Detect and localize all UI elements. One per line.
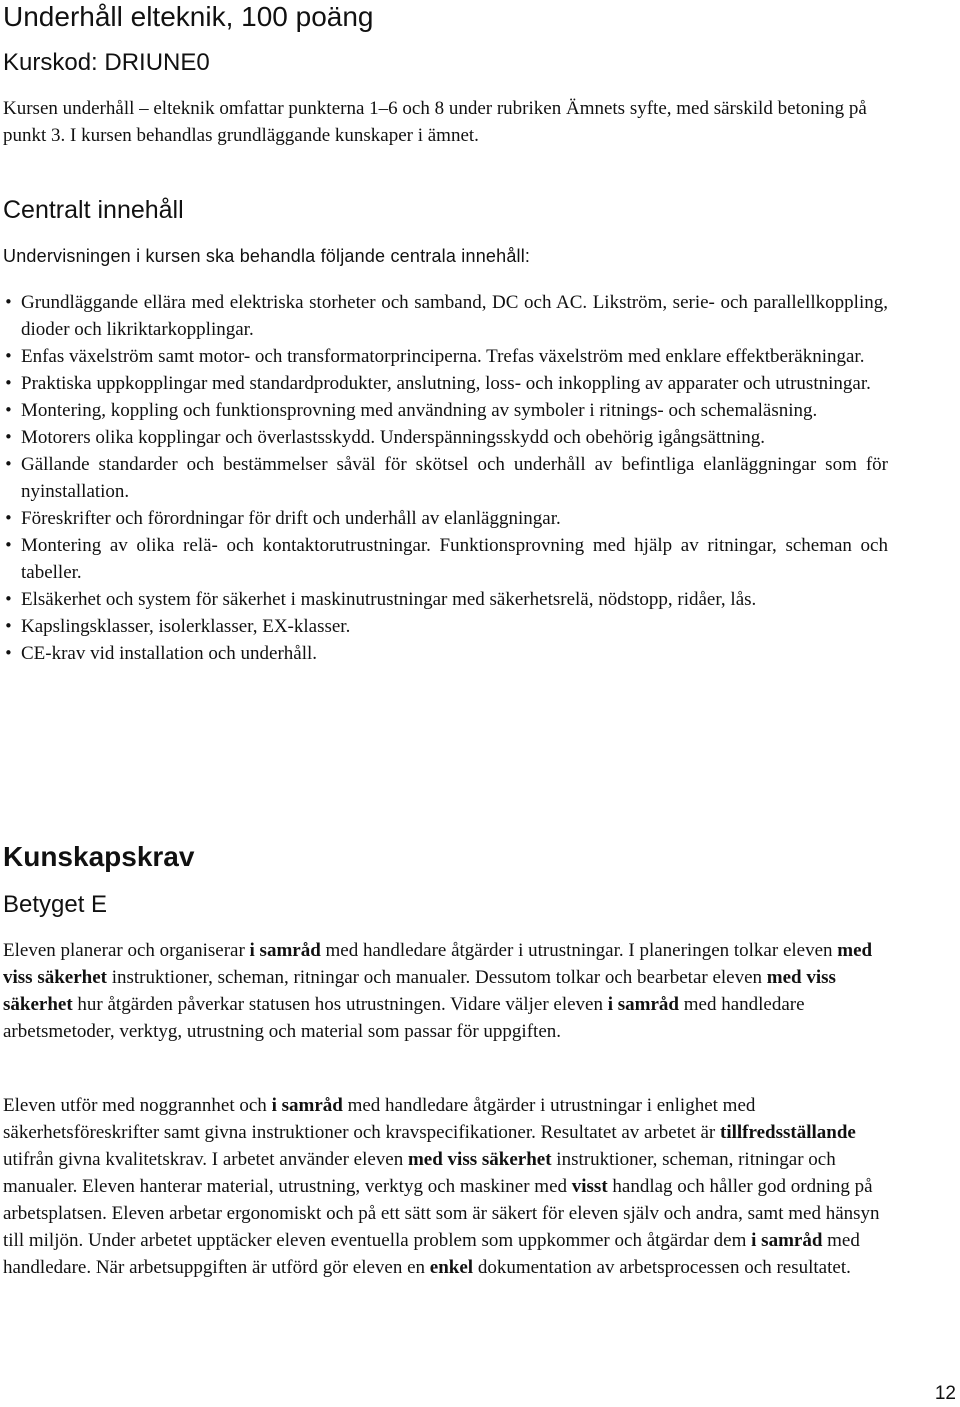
content-heading: Centralt innehåll xyxy=(3,196,184,224)
bullet-icon: • xyxy=(4,536,13,554)
bullet-icon: • xyxy=(4,590,13,608)
text-run: Eleven planerar och organiserar xyxy=(3,940,250,961)
course-code: Kurskod: DRIUNE0 xyxy=(3,49,210,76)
list-item: • Enfas växelström samt motor- och transformatorprinciperna. Trefas växelström med enklare effektberäkningar. xyxy=(3,343,888,370)
content-lead: Undervisningen i kursen ska behandla följande centrala innehåll: xyxy=(3,246,531,266)
bullet-icon: • xyxy=(4,374,13,392)
emphasis-text: med viss säkerhet xyxy=(3,940,873,988)
text-run: utifrån givna kvalitetskrav. I arbetet använder eleven xyxy=(3,1149,408,1170)
list-item: • Montering av olika relä- och kontaktorutrustningar. Funktionsprovning med hjälp av ritningar, scheman och tabeller. xyxy=(3,532,888,586)
requirements-heading: Kunskapskrav xyxy=(3,841,195,872)
list-item: • Elsäkerhet och system för säkerhet i maskinutrustningar med säkerhetsrelä, nödstopp, ridåer, lås. xyxy=(3,586,888,613)
bullet-icon: • xyxy=(4,455,13,473)
requirements-paragraph-2 xyxy=(3,1092,888,1281)
bullet-icon: • xyxy=(4,347,13,365)
page-title: Underhåll elteknik, 100 poäng xyxy=(3,1,374,32)
emphasis-text: tillfredsställande xyxy=(720,1122,856,1143)
bullet-icon: • xyxy=(4,293,13,311)
text-run: med handledare. När arbetsuppgiften är utförd gör eleven en xyxy=(3,1230,860,1278)
text-run: instruktioner, scheman, ritningar och manualer. Eleven hanterar material, utrustning, verktyg och maskiner med xyxy=(3,1149,836,1197)
text-run: dokumentation av arbetsprocessen och resultatet. xyxy=(473,1257,851,1278)
page-number: 12 xyxy=(934,1383,956,1404)
list-item: • Gällande standarder och bestämmelser såväl för skötsel och underhåll av befintliga elanläggningar som för nyinstallation. xyxy=(3,451,888,505)
list-item: • Motorers olika kopplingar och överlastsskydd. Underspänningsskydd och obehörig igångsättning. xyxy=(3,424,888,451)
list-item: • Grundläggande ellära med elektriska storheter och samband, DC och AC. Likström, serie- och parallellkoppling, dioder och likriktarkopplingar. xyxy=(3,289,888,343)
emphasis-text: visst xyxy=(571,1176,608,1197)
bullet-icon: • xyxy=(4,428,13,446)
content-list xyxy=(3,289,888,667)
grade-heading: Betyget E xyxy=(3,891,108,918)
bullet-icon: • xyxy=(4,509,13,527)
emphasis-text: med viss säkerhet xyxy=(3,967,836,1015)
list-item: • Föreskrifter och förordningar för drift och underhåll av elanläggningar. xyxy=(3,505,888,532)
text-run: med handledare arbetsmetoder, verktyg, utrustning och material som passar för uppgiften. xyxy=(3,994,805,1042)
text-run: med handledare åtgärder i utrustningar. I planeringen tolkar eleven xyxy=(320,940,838,961)
list-item: • CE-krav vid installation och underhåll. xyxy=(3,640,888,667)
list-item: • Praktiska uppkopplingar med standardprodukter, anslutning, loss- och inkoppling av apparater och utrustningar. xyxy=(3,370,888,397)
emphasis-text: i samråd xyxy=(607,994,679,1015)
bullet-icon: • xyxy=(4,617,13,635)
text-run: instruktioner, scheman, ritningar och manualer. Dessutom tolkar och bearbetar eleven xyxy=(106,967,767,988)
text-run: hur åtgärden påverkar statusen hos utrustningen. Vidare väljer eleven xyxy=(72,994,608,1015)
emphasis-text: enkel xyxy=(429,1257,474,1278)
bullet-icon: • xyxy=(4,644,13,662)
text-run: handlag och håller god ordning på arbetsplatsen. Eleven arbetar ergonomiskt och på ett sätt som är säkert för eleven själv och andra, samt med hänsyn till miljön. Under arbetet upptäcker eleven eventuella problem som uppkommer och åtgärdar dem xyxy=(3,1176,880,1251)
intro-paragraph: Kursen underhåll – elteknik omfattar punkterna 1–6 och 8 under rubriken Ämnets syfte, med särskild betoning på punkt 3. I kursen behandlas grundläggande kunskaper i ämnet. xyxy=(3,98,867,146)
bullet-icon: • xyxy=(4,401,13,419)
emphasis-text: i samråd xyxy=(249,940,321,961)
requirements-paragraph-1 xyxy=(3,937,888,1045)
emphasis-text: i samråd xyxy=(751,1230,823,1251)
text-run: Eleven utför med noggrannhet och xyxy=(3,1095,272,1116)
text-run: med handledare åtgärder i utrustningar i enlighet med säkerhetsföreskrifter samt givna instruktioner och kravspecifikationer. Resultatet av arbetet är xyxy=(3,1095,756,1143)
emphasis-text: i samråd xyxy=(271,1095,343,1116)
list-item: • Montering, koppling och funktionsprovning med användning av symboler i ritnings- och schemaläsning. xyxy=(3,397,888,424)
list-item: • Kapslingsklasser, isolerklasser, EX-klasser. xyxy=(3,613,888,640)
emphasis-text: med viss säkerhet xyxy=(407,1149,552,1170)
